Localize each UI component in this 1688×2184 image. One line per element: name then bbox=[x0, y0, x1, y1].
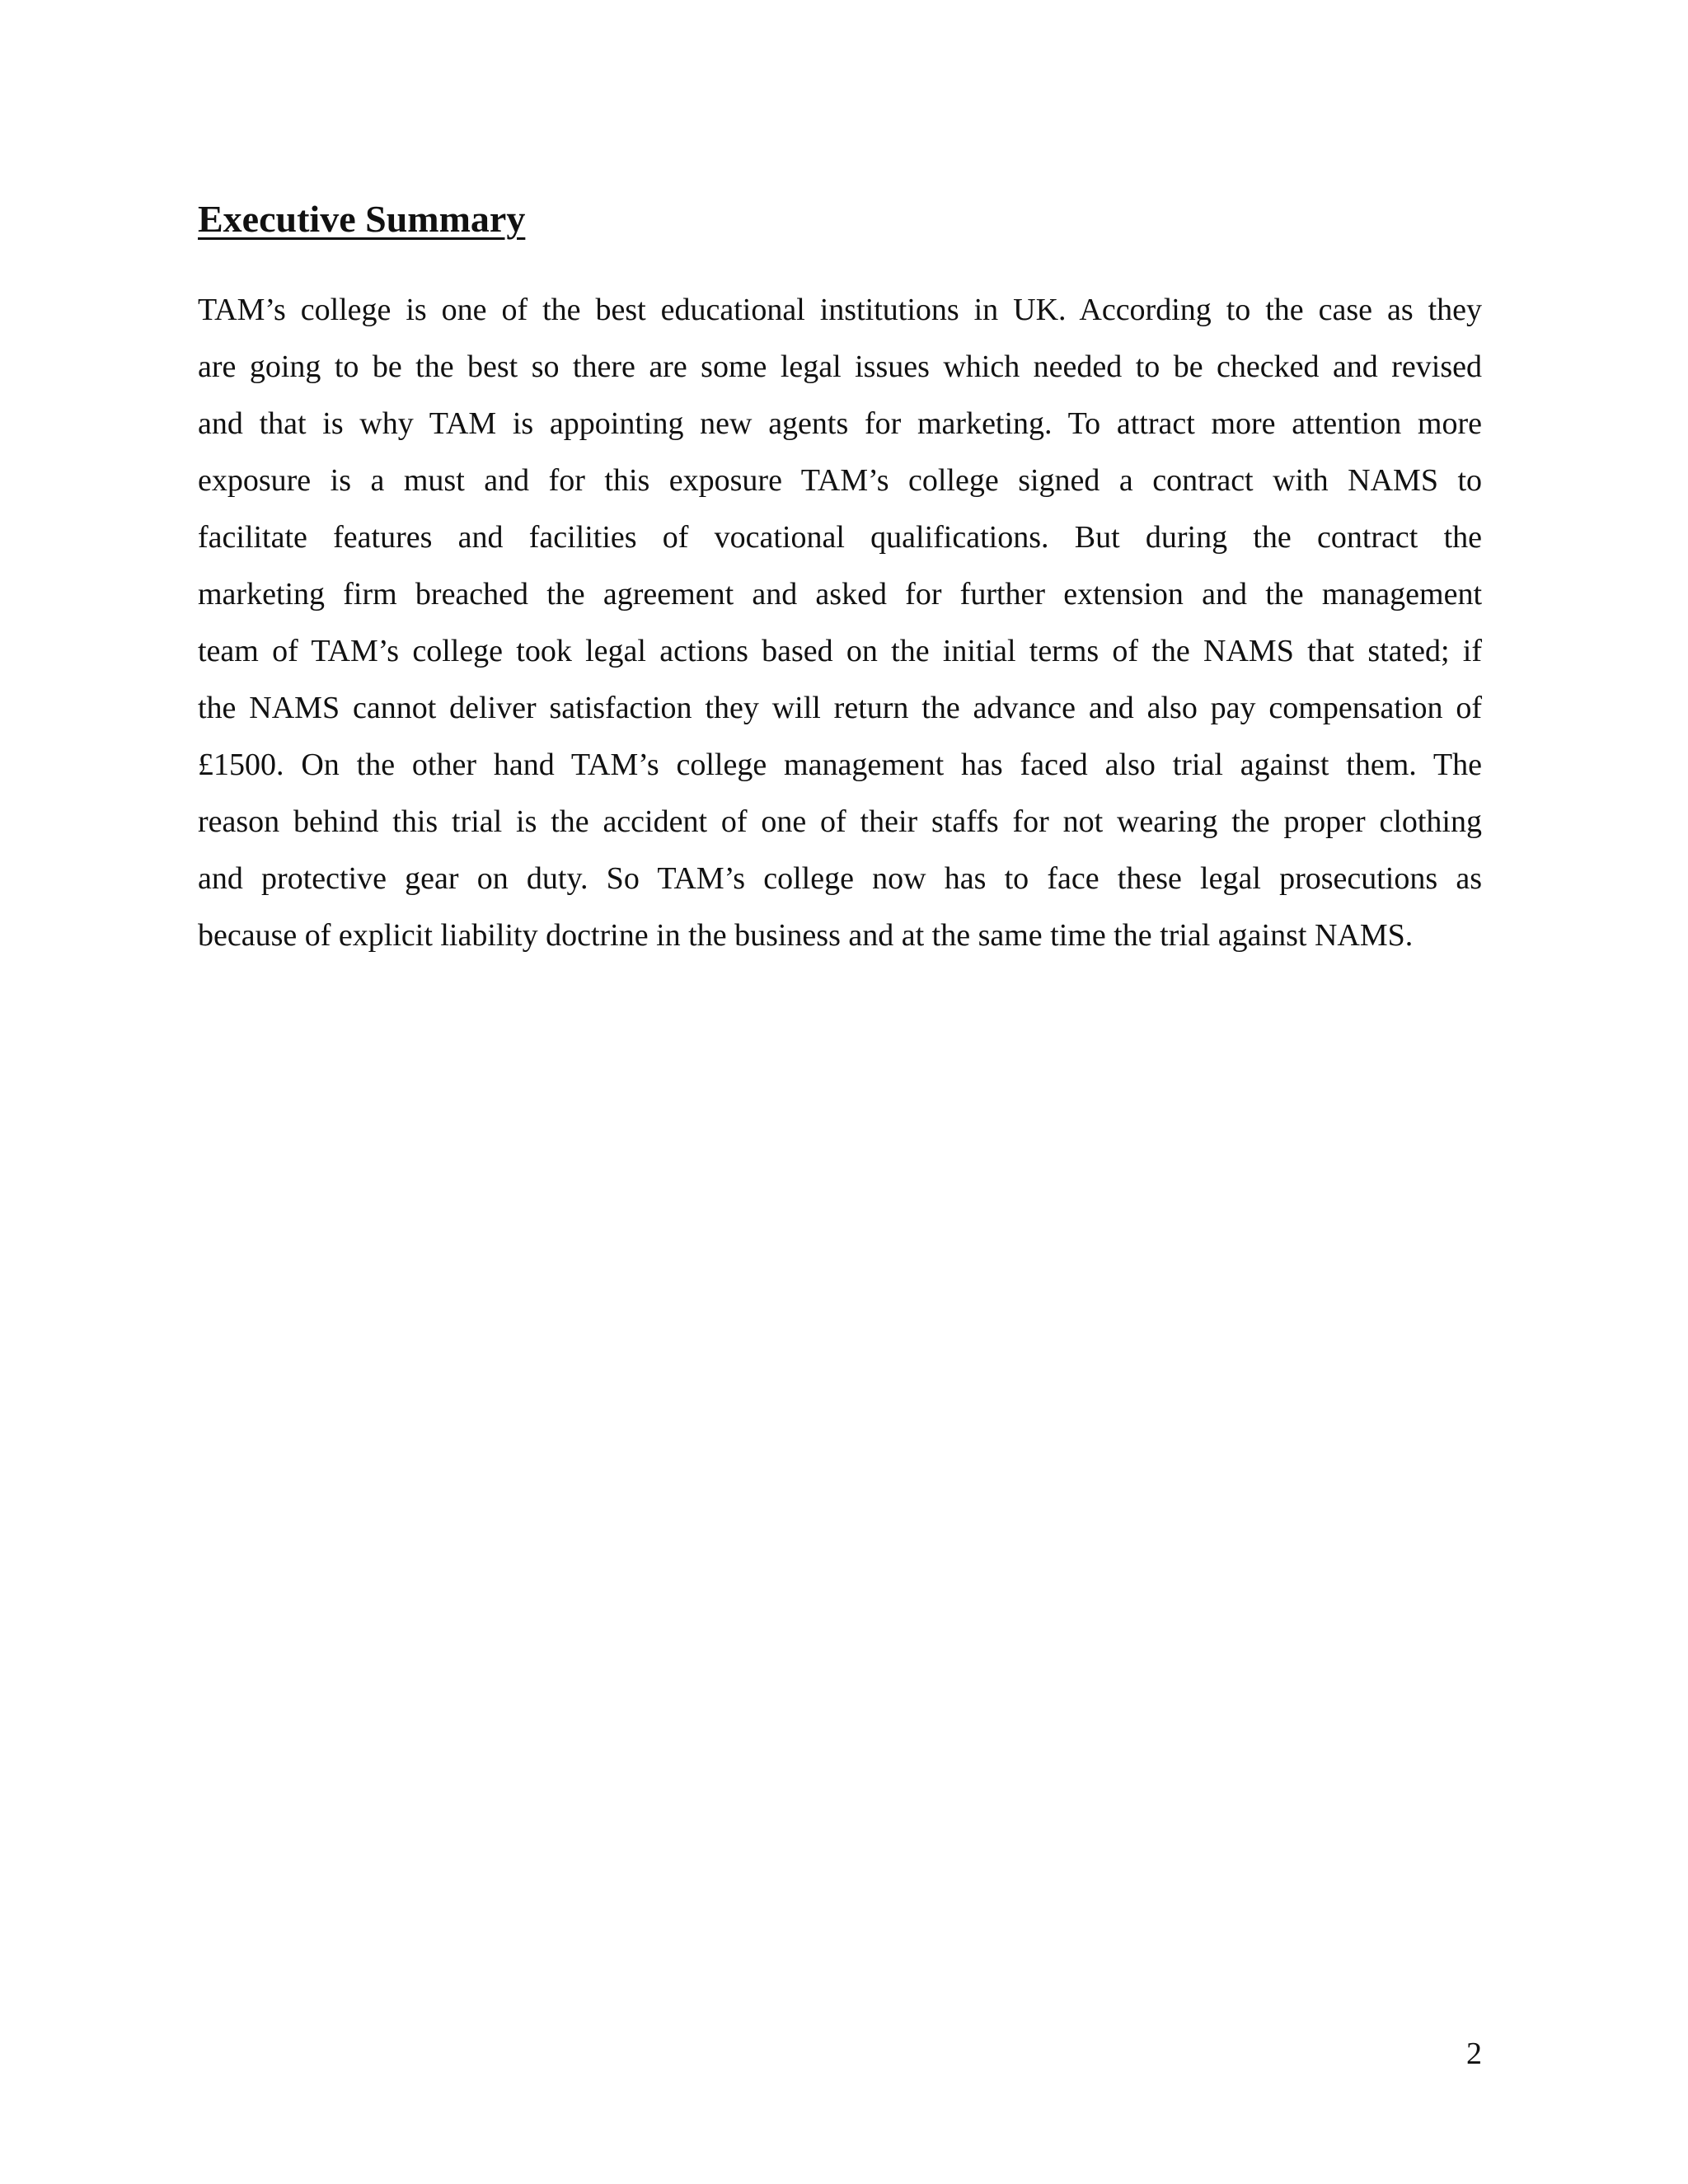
paragraph-line: TAM’s college is one of the best educational institutions in UK. According to the case as they bbox=[198, 293, 1482, 327]
paragraph-line: marketing firm breached the agreement and asked for further extension and the management bbox=[198, 577, 1482, 612]
paragraph-line: because of explicit liability doctrine in the business and at the same time the trial against NAMS. bbox=[198, 918, 1414, 953]
paragraph-line: £1500. On the other hand TAM’s college management has faced also trial against them. The bbox=[198, 748, 1482, 782]
paragraph-line: reason behind this trial is the accident of one of their staffs for not wearing the proper clothing bbox=[198, 804, 1482, 839]
section-heading: Executive Summary bbox=[198, 198, 526, 240]
paragraph-line: exposure is a must and for this exposure TAM’s college signed a contract with NAMS to bbox=[198, 463, 1482, 498]
paragraph-line: the NAMS cannot deliver satisfaction they will return the advance and also pay compensation of bbox=[198, 691, 1482, 725]
paragraph-line: and that is why TAM is appointing new agents for marketing. To attract more attention more bbox=[198, 406, 1482, 441]
page-number: 2 bbox=[1466, 2036, 1482, 2071]
summary-paragraph bbox=[198, 288, 1482, 971]
paragraph-line: are going to be the best so there are some legal issues which needed to be checked and revised bbox=[198, 349, 1482, 384]
paragraph-line: team of TAM’s college took legal actions based on the initial terms of the NAMS that stated; if bbox=[198, 634, 1482, 668]
paragraph-line: facilitate features and facilities of vocational qualifications. But during the contract the bbox=[198, 520, 1482, 555]
paragraph-line: and protective gear on duty. So TAM’s college now has to face these legal prosecutions as bbox=[198, 861, 1482, 896]
